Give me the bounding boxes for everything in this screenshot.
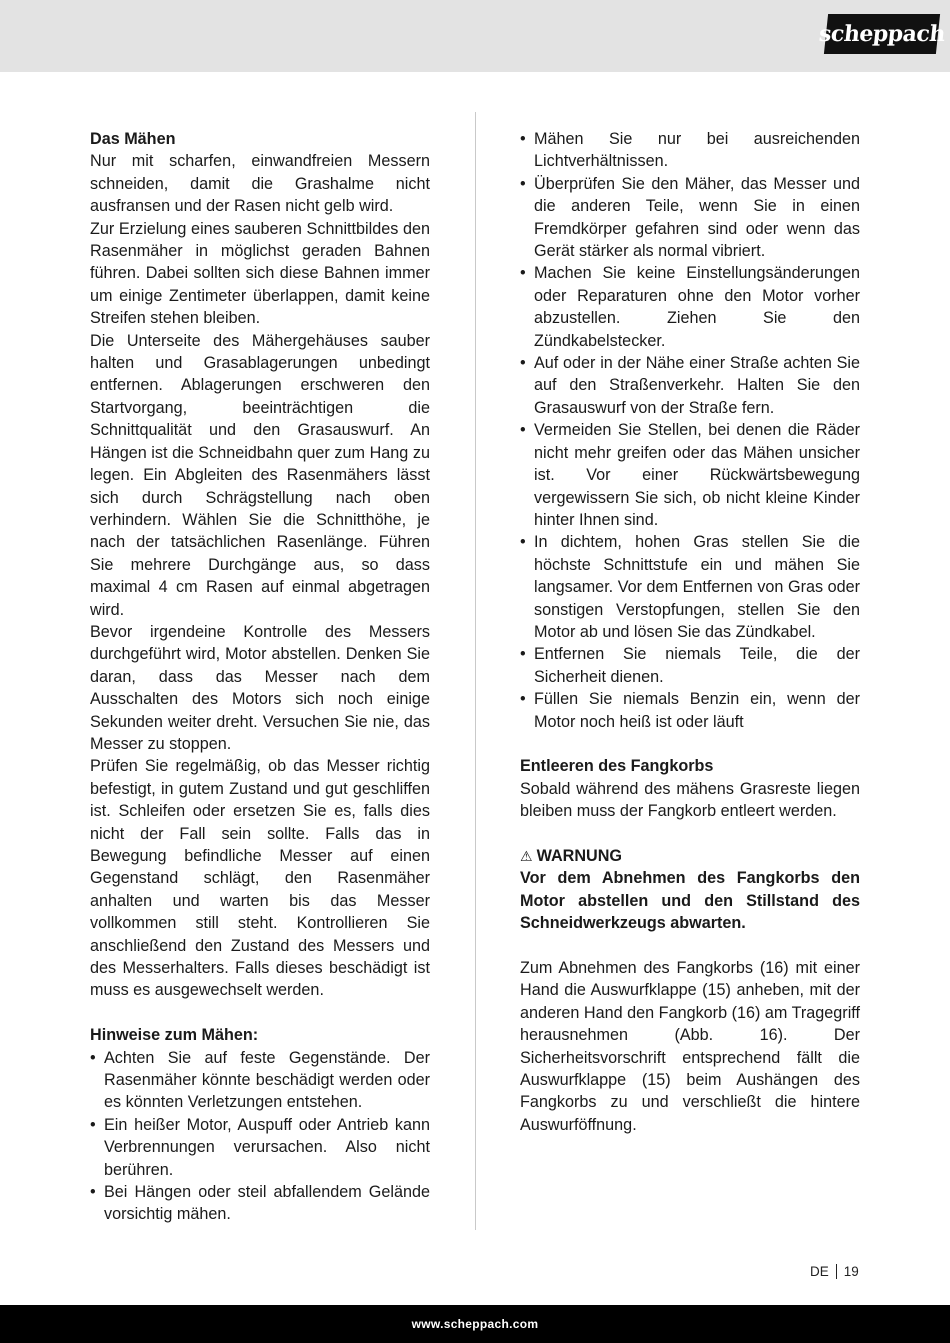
paragraph: Zur Erzielung eines sauberen Schnittbildes den Rasenmäher in möglichst geraden Bahnen führen. Dabei sollten sich diese Bahnen immer um einige Zentimeter überlappen, damit keine Streifen stehen bleiben.	[90, 219, 430, 328]
paragraph: Die Unterseite des Mähergehäuses sauber halten und Grasablagerungen unbedingt entfernen. Ablagerungen erschweren den Startvorgang, beeinträchtigen die Schnittqualität und den Grasauswurf. An Hängen ist die Schneidbahn quer zum Hang zu legen. Ein Abgleiten des Rasenmähers lässt sich durch Schrägstellung nach oben verhindern. Wählen Sie die Schnitthöhe, je nach der tatsächlichen Rasenlänge. Führen Sie mehrere Durchgänge aus, so dass maximal 4 cm Rasen auf einmal abgetragen wird.	[90, 331, 430, 619]
list-item: • Ein heißer Motor, Auspuff oder Antrieb kann Verbrennungen verursachen. Also nicht berühren.	[90, 1114, 430, 1181]
list-item: • Achten Sie auf feste Gegenstände. Der Rasenmäher könnte beschädigt werden oder es könnten Verletzungen entstehen.	[90, 1047, 430, 1114]
paragraph: Bevor irgendeine Kontrolle des Messers durchgeführt wird, Motor abstellen. Denken Sie daran, dass das Messer nach dem Ausschalten des Motors sich noch einige Sekunden weiter dreht. Versuchen Sie nie, das Messer zu stoppen.	[90, 622, 430, 753]
page-number-value: 19	[843, 1264, 859, 1279]
list-item: • Überprüfen Sie den Mäher, das Messer und die anderen Teile, wenn Sie in einen Fremdkörper gefahren sind oder wenn das Gerät stärker als normal vibriert.	[520, 173, 860, 263]
list-item: • In dichtem, hohen Gras stellen Sie die höchste Schnittstufe ein und mähen Sie langsamer. Vor dem Entfernen von Gras oder sonstigen Verstopfungen, stellen Sie den Motor ab und lösen Sie das Zündkabel.	[520, 531, 860, 643]
spacer	[520, 733, 860, 755]
spacer	[520, 935, 860, 957]
list-item: • Mähen Sie nur bei ausreichenden Lichtverhältnissen.	[520, 128, 860, 173]
warning-text: Vor dem Abnehmen des Fangkorbs den Motor abstellen und den Stillstand des Schneidwerkzeugs abwarten.	[520, 869, 860, 933]
list-item: • Vermeiden Sie Stellen, bei denen die Räder nicht mehr greifen oder das Mähen unsicher ist. Vor einer Rückwärtsbewegung vergewissern Sie sich, ob nicht kleine Kinder hinter Ihnen sind.	[520, 419, 860, 531]
paragraph: Zum Abnehmen des Fangkorbs (16) mit einer Hand die Auswurfklappe (15) anheben, mit der anderen Hand den Fangkorb (16) am Tragegriff herausnehmen (Abb. 16). Der Sicherheitsvorschrift entsprechend fällt die Auswurfklappe (15) beim Aushängen des Fangkorbs zu und verschließt die hintere Auswurföffnung.	[520, 958, 860, 1134]
language-code: DE	[810, 1264, 829, 1279]
right-column	[520, 128, 860, 1136]
warning-label: WARNUNG	[536, 846, 622, 865]
list-item: • Entfernen Sie niemals Teile, die der Sicherheit dienen.	[520, 643, 860, 688]
section-heading-mowing-tips: Hinweise zum Mähen:	[90, 1026, 259, 1045]
paragraph: Prüfen Sie regelmäßig, ob das Messer richtig befestigt, in gutem Zustand und gut geschliffen ist. Schleifen oder ersetzen Sie es, falls dies nicht der Fall sein sollte. Falls das in Bewegung befindliche Messer auf einen Gegenstand schlägt, den Rasenmäher anhalten und warten bis das Messer vollkommen still steht. Kontrollieren Sie anschließend den Zustand des Messers und des Messerhalters. Falls dieses beschädigt ist muss es ausgewechselt werden.	[90, 757, 430, 1000]
footer-bar	[0, 1305, 950, 1343]
section-heading-empty-catcher: Entleeren des Fangkorbs	[520, 757, 714, 776]
website-url: www.scheppach.com	[411, 1317, 539, 1331]
mowing-tips-list	[90, 1047, 430, 1226]
list-item: • Auf oder in der Nähe einer Straße achten Sie auf den Straßenverkehr. Halten Sie den Grasauswurf von der Straße fern.	[520, 352, 860, 419]
header-band	[0, 0, 950, 72]
list-item: • Machen Sie keine Einstellungsänderungen oder Reparaturen ohne den Motor vorher abzustellen. Ziehen Sie den Zündkabelstecker.	[520, 262, 860, 352]
paragraph: Nur mit scharfen, einwandfreien Messern schneiden, damit die Grashalme nicht ausfransen und der Rasen nicht gelb wird.	[90, 152, 430, 216]
list-item: • Bei Hängen oder steil abfallendem Gelände vorsichtig mähen.	[90, 1181, 430, 1226]
page-number	[810, 1264, 859, 1279]
warning-title	[520, 845, 860, 867]
spacer	[520, 823, 860, 845]
column-divider	[475, 112, 476, 1230]
list-item: • Füllen Sie niemals Benzin ein, wenn der Motor noch heiß ist oder läuft	[520, 688, 860, 733]
left-column	[90, 128, 430, 1226]
paragraph: Sobald während des mähens Grasreste liegen bleiben muss der Fangkorb entleert werden.	[520, 779, 860, 821]
page-number-separator	[836, 1264, 837, 1279]
section-heading-mowing: Das Mähen	[90, 130, 176, 148]
warning-triangle-icon: ⚠	[520, 847, 533, 864]
brand-logo: scheppach	[824, 14, 940, 54]
spacer	[90, 1002, 430, 1024]
safety-tips-list	[520, 128, 860, 733]
